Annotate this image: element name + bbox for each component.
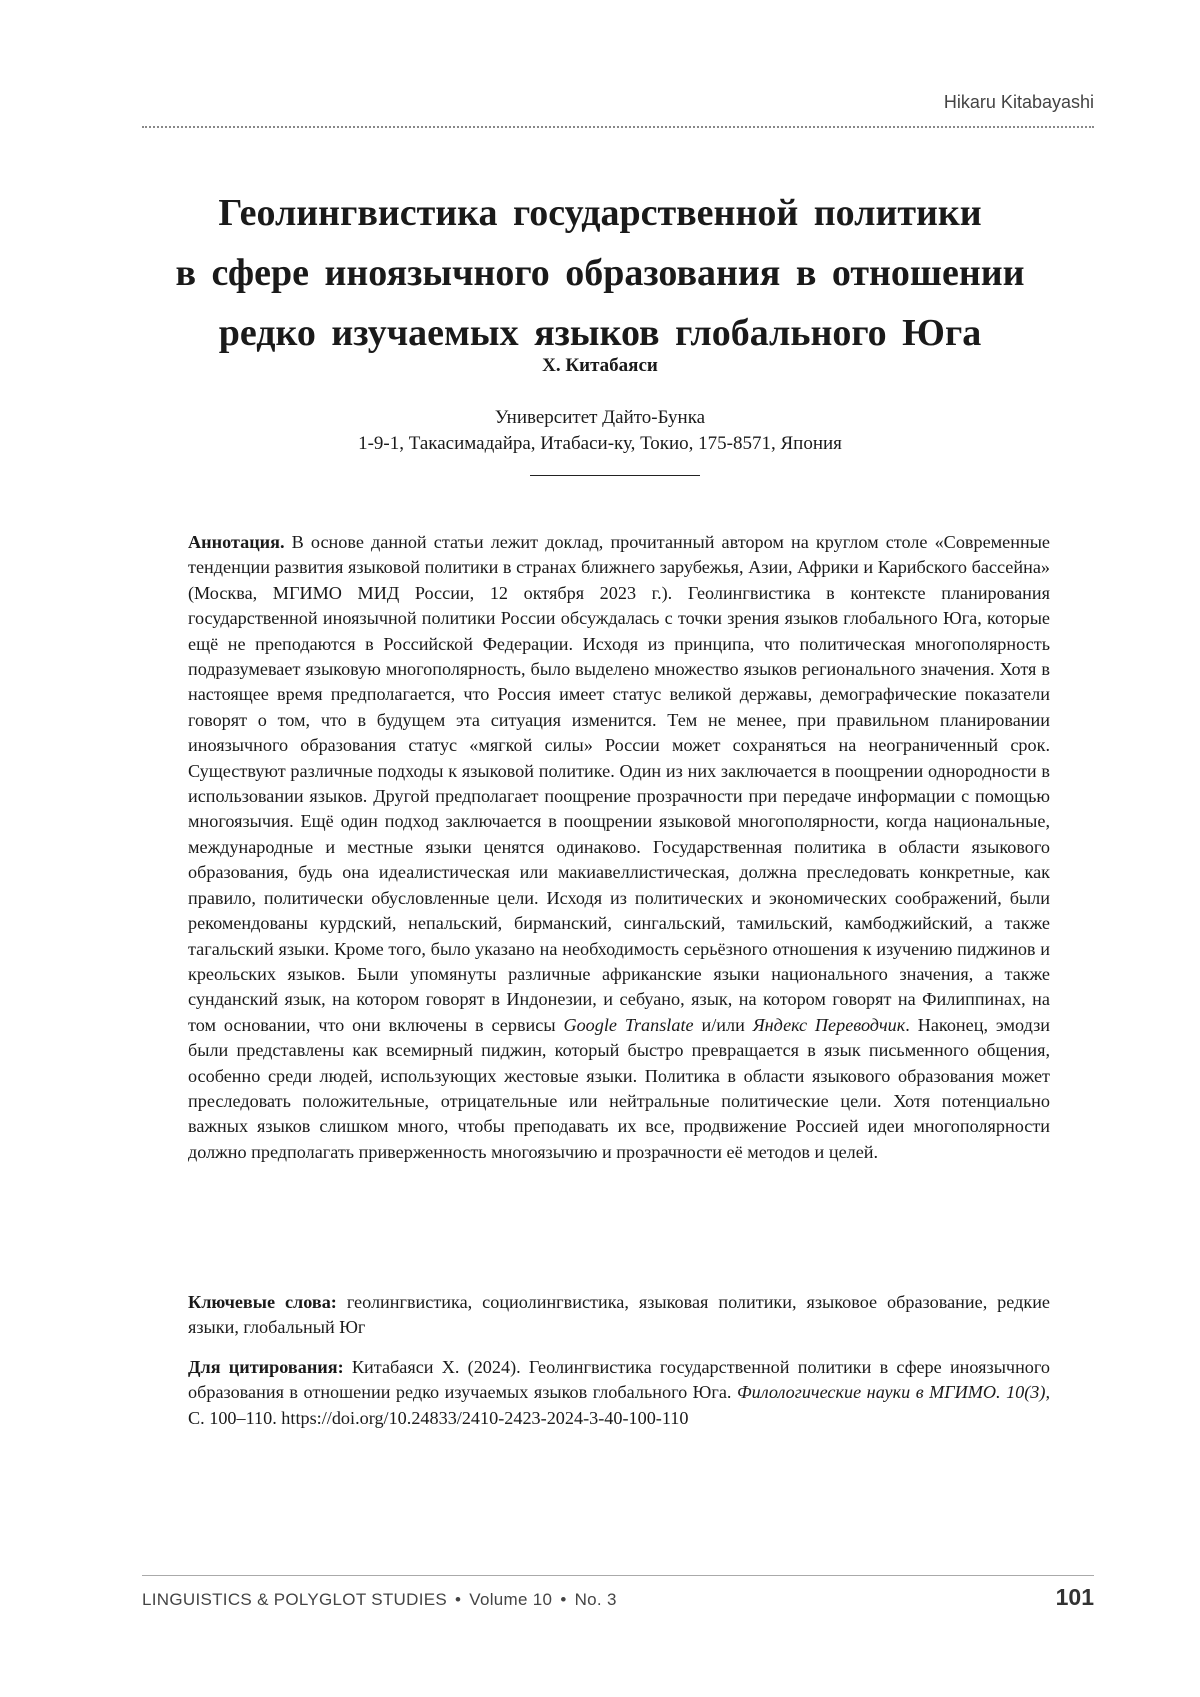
footer-number: No. 3 (574, 1590, 617, 1609)
footer-separator: • (455, 1590, 462, 1609)
abstract-service-yandex: Яндекс Переводчик (752, 1014, 906, 1035)
footer-journal-name: LINGUISTICS & POLYGLOT STUDIES (142, 1590, 447, 1609)
footer-rule (142, 1575, 1094, 1576)
title-line-2: в сфере иноязычного образования в отношении (175, 252, 1025, 294)
abstract-text-part1: В основе данной статьи лежит доклад, прочитанный автором на круглом столе «Современные тенденции развития языковой политики в странах ближнего зарубежья, Азии, Африки и Карибского бассейна» (Москва, МГИМО МИД России, 12 октября 2023 г.). Геолингвистика в контексте планирования государственной иноязычной политики России обсуждалась с точки зрения языков глобального Юга, которые ещё не преподаются в Российской Федерации. Исходя из принципа, что политическая многополярность подразумевает языковую многополярность, было выделено множество языков регионального значения. Хотя в настоящее время предполагается, что Россия имеет статус великой державы, демографические показатели говорят о том, что в будущем эта ситуация изменится. Тем не менее, при правильном планировании иноязычного образования статус «мягкой силы» России может сохраняться на неограниченный срок. Существуют различные подходы к языковой политике. Один из них заключается в поощрении однородности в использовании языков. Другой предполагает поощрение прозрачности при передаче информации с помощью многоязычия. Ещё один подход заключается в поощрении языковой многополярности, когда национальные, международные и местные языки ценятся одинаково. Государственная политика в области языкового образования, будь она идеалистическая или макиавеллистическая, должна преследовать конкретные, как правило, политически обусловленные цели. Исходя из политических и экономических соображений, были рекомендованы курдский, непальский, бирманский, сингальский, тамильский, камбоджийский, а также тагальский языки. Кроме того, было указано на необходимость серьёзного отношения к изучению пиджинов и креольских языков. Были упомянуты различные африканские языки национального значения, а также сунданский язык, на котором говорят в Индонезии, и себуано, язык, на котором говорят на Филиппинах, на том основании, что они включены в сервисы (188, 532, 1051, 1035)
keywords-label: Ключевые слова: (188, 1292, 337, 1312)
abstract-connector: и/или (701, 1014, 745, 1035)
citation-pages-doi: С. 100–110. https://doi.org/10.24833/2410-2423-2024-3-40-100-110 (188, 1407, 689, 1428)
article-title (120, 183, 1080, 363)
abstract-service-google: Google Translate (563, 1014, 694, 1035)
abstract (188, 530, 1050, 1165)
citation (188, 1355, 1050, 1431)
running-head: Hikaru Kitabayashi (943, 92, 1094, 112)
affiliation-divider (530, 475, 700, 476)
abstract-text-part2: . Наконец, эмодзи были представлены как всемирный пиджин, который быстро превращается в язык письменного общения, особенно среди людей, использующих жестовые языки. Политика в области языкового образования может преследовать положительные, отрицательные или нейтральные политические цели. Хотя потенциально важных языков слишком много, чтобы преподавать их все, продвижение Россией идеи многополярности должно предполагать приверженность многоязычию и прозрачности её методов и целей. (188, 1014, 1050, 1162)
citation-text: Китабаяси Х. (2024). Геолингвистика государственной политики в сфере иноязычного образования в отношении редко изучаемых языков глобального Юга. (188, 1357, 1050, 1403)
keywords-text: геолингвистика, социолингвистика, языковая политики, языковое образование, редкие языки, глобальный Юг (188, 1292, 1051, 1338)
keywords (188, 1290, 1050, 1341)
affiliation-institution: Университет Дайто-Бунка (494, 407, 706, 428)
affiliation-address: 1-9-1, Такасимадайра, Итабаси-ку, Токио, 175-8571, Япония (358, 433, 842, 454)
footer-separator: • (560, 1590, 567, 1609)
abstract-label: Аннотация. (188, 532, 285, 552)
footer-volume: Volume 10 (469, 1590, 553, 1609)
page-number: 101 (1055, 1584, 1094, 1610)
author-name: Х. Китабаяси (542, 355, 658, 376)
citation-label: Для цитирования: (188, 1357, 344, 1377)
affiliation (0, 405, 1200, 457)
title-line-3: редко изучаемых языков глобального Юга (218, 312, 982, 354)
citation-journal: Филологические науки в МГИМО. 10(3), (736, 1382, 1051, 1403)
header-dotted-rule (142, 126, 1094, 128)
footer-journal-info (142, 1590, 617, 1610)
title-line-1: Геолингвистика государственной политики (218, 192, 982, 234)
